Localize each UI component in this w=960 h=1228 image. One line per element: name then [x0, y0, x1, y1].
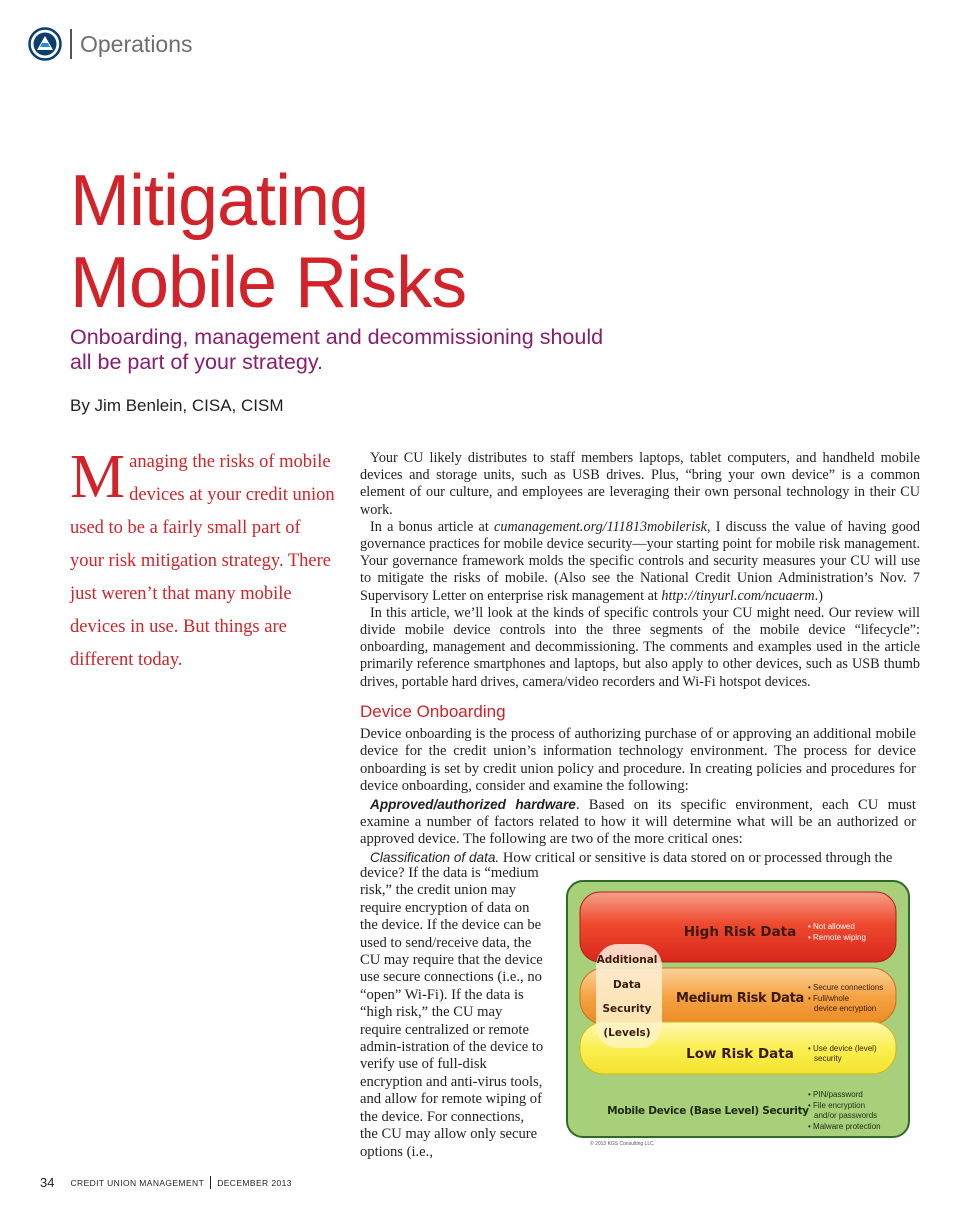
- page-footer: [40, 1175, 292, 1190]
- footer-divider: [210, 1176, 211, 1189]
- medium-risk-label: Medium Risk Data: [676, 991, 804, 1006]
- onboarding-paragraph-1: Device onboarding is the process of authorizing purchase of or approving an additional mobile device for the credit union’s information technology environment. The process for device onboarding is set by credit union policy and procedure. In creating policies and procedures for device onboarding, consider and examine the following:: [360, 726, 916, 795]
- onboarding-narrow-text: device? If the data is “medium risk,” the credit union may require encryption of data on the device. If the device can be used to send/receive data, the CU may require that the device use secure connections (i.e., no “open” Wi-Fi). If the data is “high risk,” the CU may require centralized or remote admin-istration of the device to verify use of full-disk encryption and anti-virus tools, and allow for remote wiping of the device. For connections, the CU may allow only secure options (i.e.,: [360, 865, 544, 1160]
- side-label-levels: (Levels): [603, 1027, 651, 1039]
- base-bullet-1: • PIN/password: [808, 1090, 863, 1099]
- intro-paragraph-3: In this article, we’ll look at the kinds of specific controls your CU might need. Our review will divide mobile device controls into the three segments of the mobile device “lifecycle”: onboarding, management and decommissioning. The comments and examples used in the article primarily reference smartphones and laptops, but also apply to other devices, such as USB thumb drives, portable hard drives, camera/video recorders and Wi-Fi hotspot devices.: [360, 604, 920, 690]
- issue-date: DECEMBER 2013: [217, 1177, 292, 1188]
- publication-name: CREDIT UNION MANAGEMENT: [70, 1177, 205, 1188]
- medium-risk-bullet-1: • Secure connections: [808, 983, 884, 992]
- side-label-additional: Additional: [596, 954, 658, 966]
- pull-quote: [70, 443, 335, 677]
- high-risk-bullet-1: • Not allowed: [808, 922, 855, 931]
- header-divider: [70, 29, 72, 59]
- article-subtitle: Onboarding, management and decommissioning should all be part of your strategy.: [70, 325, 604, 374]
- low-risk-bullet-2: security: [814, 1054, 842, 1063]
- byline: By Jim Benlein, CISA, CISM: [70, 396, 284, 415]
- low-risk-label: Low Risk Data: [686, 1046, 794, 1062]
- onboarding-paragraph-3: Classification of data. How critical or sensitive is data stored on or processed through the: [370, 849, 893, 866]
- high-risk-bullet-2: • Remote wiping: [808, 933, 866, 942]
- title-line-2: Mobile Risks: [70, 243, 467, 323]
- base-bullet-3: and/or passwords: [814, 1111, 878, 1120]
- onboarding-paragraph-2: Approved/authorized hardware. Based on its specific environment, each CU must examine a number of factors related to how it will determine what will be an authorized or approved device. The following are two of the more critical ones:: [360, 796, 916, 848]
- intro-column: [360, 450, 920, 691]
- low-risk-bullet-1: • Use device (level): [808, 1044, 877, 1053]
- bonus-article-link[interactable]: cumanagement.org/111813mobilerisk: [494, 518, 707, 535]
- side-label-security: Security: [602, 1003, 652, 1015]
- base-bullet-4: • Malware protection: [808, 1122, 881, 1131]
- cu-logo-icon: [28, 27, 62, 61]
- side-label-data: Data: [613, 979, 641, 991]
- base-level-label: Mobile Device (Base Level) Security: [607, 1105, 809, 1117]
- figure-credit: © 2013 KGS Consulting LLC: [590, 1141, 654, 1147]
- approved-hardware-lead: Approved/authorized hardware: [370, 796, 576, 812]
- intro-paragraph-2: In a bonus article at cumanagement.org/111813mobilerisk, I discuss the value of having good governance practices for mobile device security—your starting point for mobile risk management. Your governance framework molds the specific controls and security measures your CU will use to mitigate the risks of mobile. (Also see the National Credit Union Administration’s Nov. 7 Supervisory Letter on enterprise risk management at http://tinyurl.com/ncuaerm.): [360, 518, 920, 604]
- ncua-link[interactable]: http://tinyurl.com/ncuaerm: [661, 587, 815, 604]
- pull-quote-text: anaging the risks of mobile devices at your credit union used to be a fairly small part of your risk mitigation strategy. There just weren’t that many mobile devices in use. But things are different today.: [70, 452, 335, 670]
- page-number: 34: [40, 1175, 55, 1190]
- high-risk-label: High Risk Data: [683, 924, 797, 940]
- drop-cap: M: [70, 443, 126, 511]
- onboarding-column: [360, 726, 916, 867]
- medium-risk-bullet-3: device encryption: [814, 1004, 877, 1013]
- section-label: Operations: [80, 30, 193, 57]
- classification-lead: Classification of data.: [370, 849, 500, 865]
- data-security-diagram: [566, 880, 910, 1138]
- section-header: [28, 26, 193, 62]
- title-line-1: Mitigating: [70, 161, 369, 241]
- intro-paragraph-1: Your CU likely distributes to staff members laptops, tablet computers, and handheld mobile devices and storage units, such as USB drives. Plus, “bring your own device” is a common element of our culture, and employees are leveraging their own personal technology in their CU work.: [360, 450, 920, 518]
- section-heading-onboarding: Device Onboarding: [360, 702, 506, 721]
- base-bullet-2: • File encryption: [808, 1101, 866, 1110]
- article-title: [70, 160, 466, 324]
- medium-risk-bullet-2: • Full/whole: [808, 994, 850, 1003]
